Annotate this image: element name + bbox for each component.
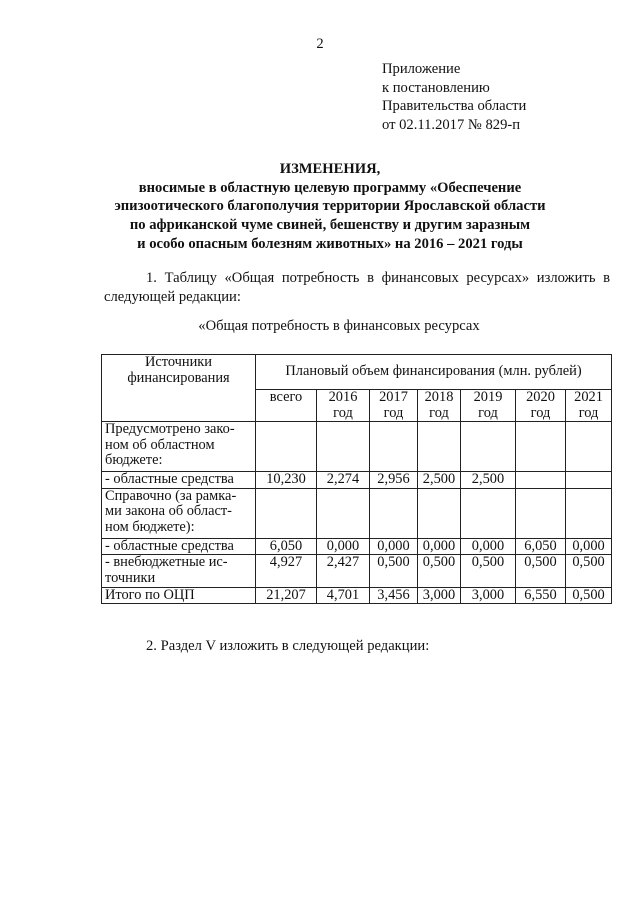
cell-total: 4,927	[256, 555, 317, 587]
cell-value	[566, 488, 612, 538]
cell-value	[370, 488, 418, 538]
header-year: 2018 год	[418, 390, 461, 422]
header-year: 2017 год	[370, 390, 418, 422]
funding-table	[101, 354, 612, 604]
cell-value	[516, 488, 566, 538]
heading-line: эпизоотического благополучия территории Ярославской области	[114, 198, 546, 215]
cell-value: 0,500	[370, 555, 418, 587]
cell-value	[516, 422, 566, 472]
row-label: Итого по ОЦП	[102, 587, 256, 604]
appendix-block	[382, 60, 622, 135]
cell-value: 0,500	[461, 555, 516, 587]
header-year: 2016 год	[317, 390, 370, 422]
row-label: - областные средства	[102, 472, 256, 489]
row-label: - областные средства	[102, 538, 256, 555]
row-label: Справочно (за рамка-ми закона об област-ном бюджете):	[102, 488, 256, 538]
table-row	[102, 472, 612, 489]
heading-line: по африканской чуме свиней, бешенству и другим заразным	[129, 217, 531, 234]
cell-value	[461, 488, 516, 538]
header-year: 2020 год	[516, 390, 566, 422]
page-number: 2	[316, 36, 324, 52]
cell-value: 0,500	[566, 587, 612, 604]
appendix-line: Правительства области	[382, 98, 527, 115]
cell-value: 0,000	[566, 538, 612, 555]
paragraph-1	[104, 269, 610, 306]
header-year: 2019 год	[461, 390, 516, 422]
cell-value: 3,000	[418, 587, 461, 604]
cell-total: 10,230	[256, 472, 317, 489]
cell-value: 6,050	[516, 538, 566, 555]
appendix-line: от 02.11.2017 № 829-п	[382, 117, 521, 134]
cell-value: 0,500	[516, 555, 566, 587]
row-label: - внебюджетные ис-точники	[102, 555, 256, 587]
table-row	[102, 488, 612, 538]
cell-value	[516, 472, 566, 489]
heading-line: и особо опасным болезням животных» на 2016 – 2021 годы	[137, 235, 523, 252]
cell-total	[256, 422, 317, 472]
cell-total: 6,050	[256, 538, 317, 555]
cell-value	[418, 488, 461, 538]
cell-value: 0,000	[418, 538, 461, 555]
cell-value: 0,500	[418, 555, 461, 587]
cell-value: 3,456	[370, 587, 418, 604]
cell-value	[317, 488, 370, 538]
table-row	[102, 555, 612, 587]
cell-value: 2,500	[461, 472, 516, 489]
appendix-line: к постановлению	[382, 79, 490, 96]
cell-value	[566, 472, 612, 489]
paragraph-1-line-2: следующей редакции:	[104, 288, 241, 305]
cell-total: 21,207	[256, 587, 317, 604]
table-row	[102, 422, 612, 472]
heading-line: вносимые в областную целевую программу «Обеспечение	[138, 179, 522, 196]
cell-value: 4,701	[317, 587, 370, 604]
cell-value	[566, 422, 612, 472]
cell-value: 6,550	[516, 587, 566, 604]
header-total: всего	[256, 390, 317, 422]
row-label: Предусмотрено зако-ном об областном бюджете:	[102, 422, 256, 472]
heading-title: ИЗМЕНЕНИЯ,	[279, 161, 381, 177]
cell-value: 2,274	[317, 472, 370, 489]
paragraph-1-line-1: 1. Таблицу «Общая потребность в финансовых ресурсах» изложить в	[146, 270, 610, 286]
cell-value: 3,000	[461, 587, 516, 604]
cell-value: 0,000	[461, 538, 516, 555]
cell-value: 2,956	[370, 472, 418, 489]
cell-value: 0,000	[370, 538, 418, 555]
document-heading	[60, 160, 600, 254]
paragraph-2: 2. Раздел V изложить в следующей редакции:	[146, 638, 430, 654]
cell-total	[256, 488, 317, 538]
cell-value	[418, 422, 461, 472]
table-row-total	[102, 587, 612, 604]
header-planned: Плановый объем финансирования (млн. рублей)	[256, 355, 612, 390]
cell-value: 0,000	[317, 538, 370, 555]
table-caption: «Общая потребность в финансовых ресурсах	[198, 318, 480, 334]
cell-value	[370, 422, 418, 472]
header-source: Источники финансирования	[102, 355, 256, 422]
table-row	[102, 538, 612, 555]
header-year: 2021 год	[566, 390, 612, 422]
cell-value	[461, 422, 516, 472]
appendix-line: Приложение	[382, 61, 461, 77]
cell-value	[317, 422, 370, 472]
cell-value: 0,500	[566, 555, 612, 587]
cell-value: 2,500	[418, 472, 461, 489]
cell-value: 2,427	[317, 555, 370, 587]
